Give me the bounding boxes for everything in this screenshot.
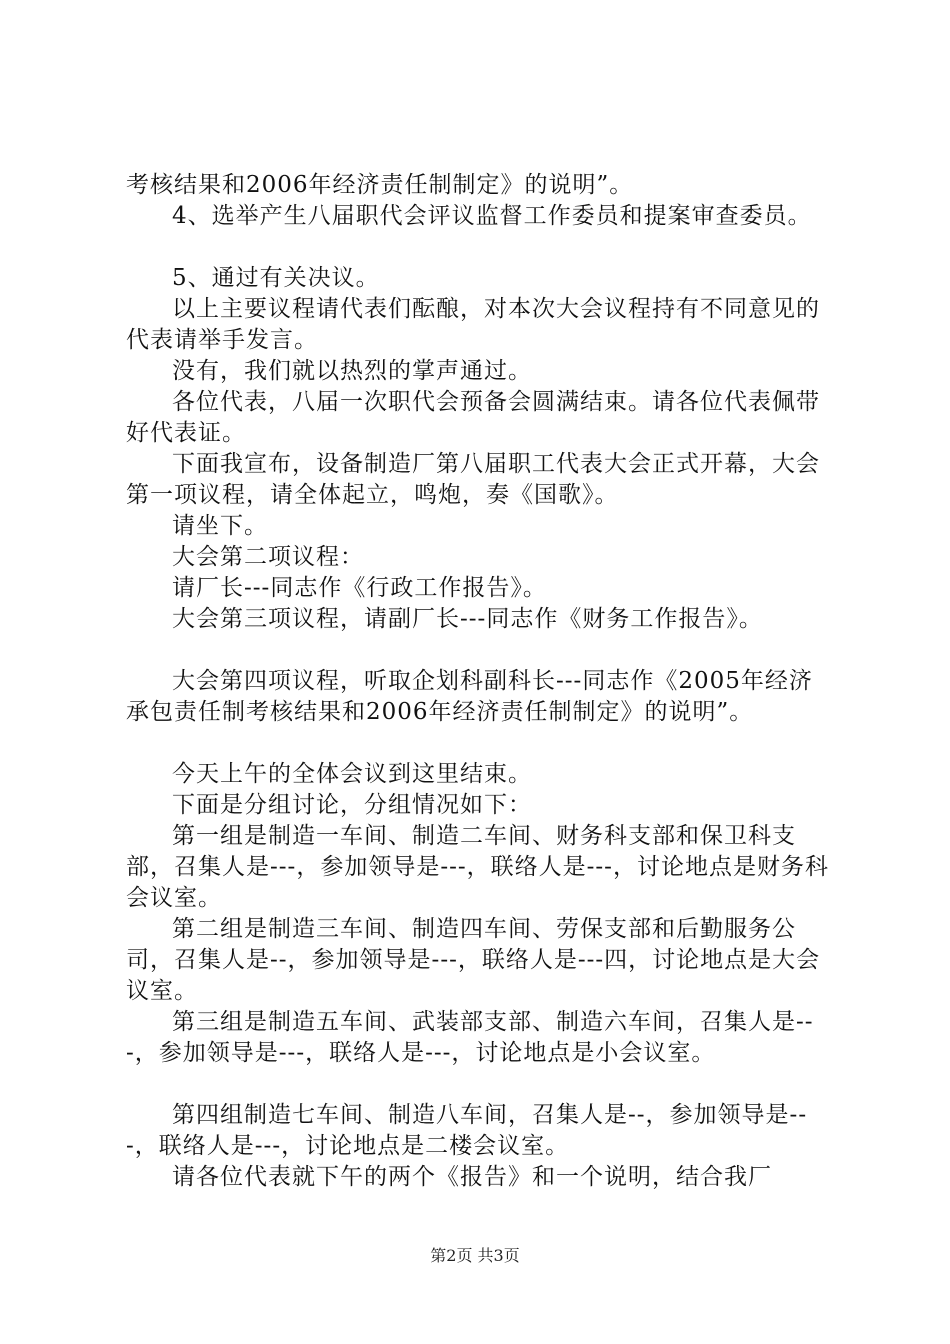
paragraph-11: 大会第三项议程，请副厂长---同志作《财务工作报告》。 <box>172 606 763 632</box>
paragraph-9: 大会第二项议程： <box>172 544 364 570</box>
paragraph-13: 今天上午的全体会议到这里结束。 <box>172 761 532 787</box>
paragraph-4: 以上主要议程请代表们酝酿，对本次大会议程持有不同意见的代表请举手发言。 <box>126 296 820 353</box>
paragraph-7: 下面我宣布，设备制造厂第八届职工代表大会正式开幕，大会第一项议程，请全体起立，鸣炮，奏《国歌》。 <box>126 451 820 508</box>
paragraph-gap <box>126 1069 836 1100</box>
paragraph-17: 第三组是制造五车间、武装部支部、制造六车间，召集人是---，参加领导是---，联络人是---，讨论地点是小会议室。 <box>126 1009 814 1066</box>
paragraph-gap <box>126 232 836 263</box>
page-number-label: 第2页 共3页 <box>430 1246 520 1265</box>
paragraph-18: 第四组制造七车间、制造八车间，召集人是--，参加领导是---，联络人是---，讨论地点是二楼会议室。 <box>126 1102 808 1159</box>
page-footer <box>0 1243 950 1266</box>
paragraph-12: 大会第四项议程，听取企划科副科长---同志作《2005年经济承包责任制考核结果和2006年经济责任制制定》的说明”。 <box>126 668 813 725</box>
paragraph-3: 5、通过有关决议。 <box>172 265 380 291</box>
paragraph-15: 第一组是制造一车间、制造二车间、财务科支部和保卫科支部，召集人是---，参加领导是---，联络人是---，讨论地点是财务科会议室。 <box>126 823 829 911</box>
paragraph-16: 第二组是制造三车间、制造四车间、劳保支部和后勤服务公司，召集人是--，参加领导是---，联络人是---四，讨论地点是大会议室。 <box>126 916 821 1004</box>
paragraph-2: 4、选举产生八届职代会评议监督工作委员和提案审查委员。 <box>172 203 812 229</box>
paragraph-14: 下面是分组讨论，分组情况如下： <box>172 792 532 818</box>
paragraph-1: 考核结果和2006年经济责任制制定》的说明”。 <box>126 172 634 198</box>
paragraph-10: 请厂长---同志作《行政工作报告》。 <box>172 575 547 601</box>
paragraph-5: 没有，我们就以热烈的掌声通过。 <box>172 358 532 384</box>
paragraph-19: 请各位代表就下午的两个《报告》和一个说明，结合我厂 <box>172 1164 772 1190</box>
paragraph-6: 各位代表，八届一次职代会预备会圆满结束。请各位代表佩带好代表证。 <box>126 389 820 446</box>
paragraph-gap <box>126 635 836 666</box>
document-body <box>126 170 836 1193</box>
paragraph-8: 请坐下。 <box>172 513 268 539</box>
paragraph-gap <box>126 728 836 759</box>
